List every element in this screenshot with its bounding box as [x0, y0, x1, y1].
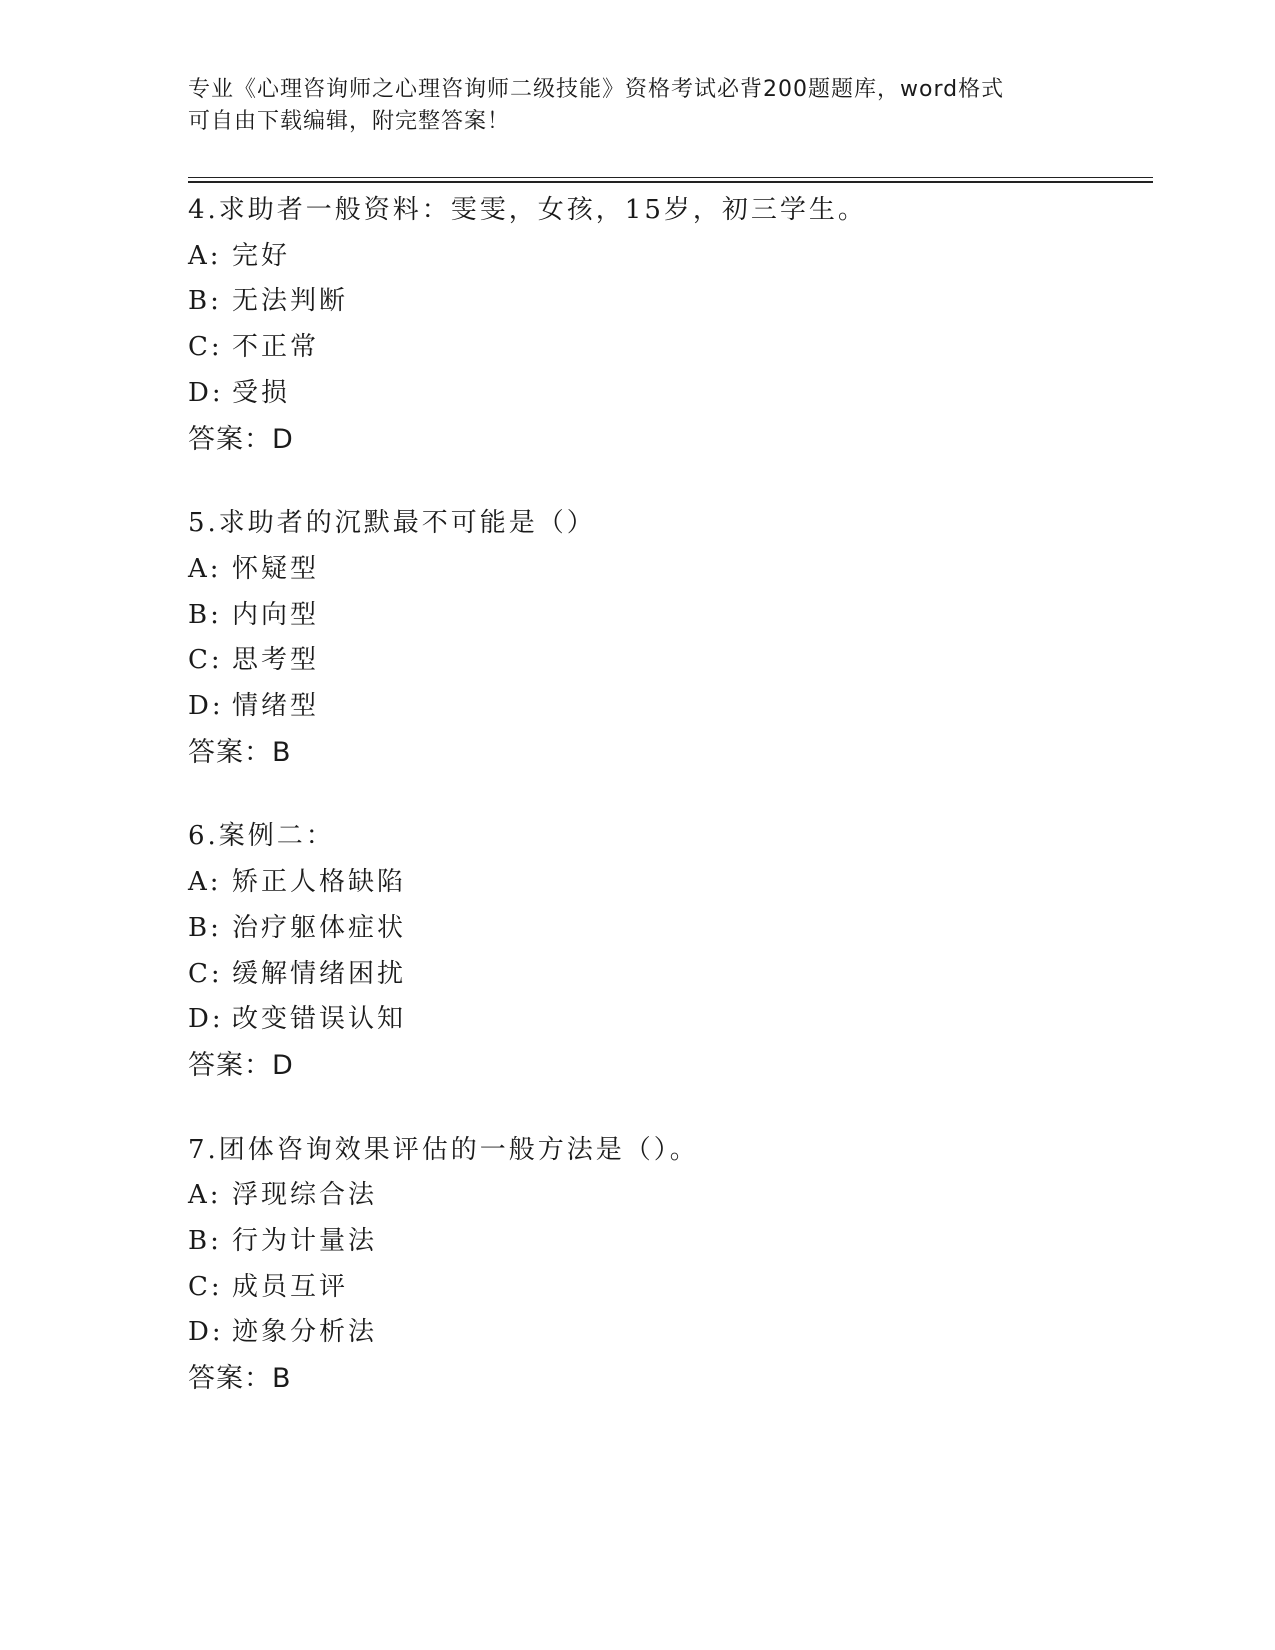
option-text: 行为计量法: [232, 1226, 378, 1257]
option-text: 成员互评: [232, 1271, 349, 1302]
question-list: [188, 188, 1148, 1441]
option-b: [188, 593, 1148, 639]
option-text: 改变错误认知: [232, 1004, 407, 1035]
header-line-2: 可自由下载编辑，附完整答案！: [188, 109, 511, 134]
option-letter: C:: [188, 1271, 223, 1302]
header-line-1: 专业《心理咨询师之心理咨询师二级技能》资格考试必背200题题库，word格式: [188, 77, 1005, 102]
option-text: 无法判断: [232, 286, 349, 317]
option-c: [188, 638, 1148, 684]
answer-line: 答案：B: [188, 736, 292, 768]
answer-line: 答案：D: [188, 1049, 294, 1081]
option-letter: C:: [188, 958, 223, 989]
option-b: [188, 279, 1148, 325]
option-text: 受损: [232, 377, 291, 408]
option-letter: D:: [188, 1317, 224, 1348]
document-header: [188, 74, 1088, 138]
question-block: [188, 1128, 1148, 1402]
question-block: [188, 501, 1148, 775]
option-text: 治疗躯体症状: [232, 912, 407, 943]
option-text: 不正常: [232, 332, 320, 363]
option-b: [188, 1219, 1148, 1265]
option-letter: B:: [188, 599, 222, 630]
option-letter: C:: [188, 645, 223, 676]
option-d: [188, 684, 1148, 730]
question-block: [188, 814, 1148, 1088]
option-letter: A:: [188, 240, 222, 271]
option-d: [188, 997, 1148, 1043]
answer-line: 答案：B: [188, 1363, 292, 1395]
option-text: 浮现综合法: [232, 1180, 378, 1211]
option-d: [188, 371, 1148, 417]
question-stem: 7.团体咨询效果评估的一般方法是（）。: [188, 1134, 699, 1165]
option-letter: D:: [188, 691, 224, 722]
option-text: 怀疑型: [232, 553, 320, 584]
question-stem: 5.求助者的沉默最不可能是（）: [188, 508, 596, 539]
option-text: 矫正人格缺陷: [232, 867, 407, 898]
option-letter: A:: [188, 1180, 222, 1211]
option-b: [188, 906, 1148, 952]
option-a: [188, 547, 1148, 593]
option-letter: B:: [188, 912, 222, 943]
option-text: 思考型: [232, 645, 320, 676]
option-letter: A:: [188, 553, 222, 584]
option-letter: C:: [188, 332, 223, 363]
option-letter: B:: [188, 286, 222, 317]
question-stem: 6.案例二：: [188, 821, 335, 852]
option-a: [188, 860, 1148, 906]
option-c: [188, 325, 1148, 371]
option-text: 情绪型: [232, 691, 320, 722]
option-letter: B:: [188, 1226, 222, 1257]
header-divider-top: [188, 177, 1153, 178]
option-text: 缓解情绪困扰: [232, 958, 407, 989]
option-a: [188, 234, 1148, 280]
option-a: [188, 1173, 1148, 1219]
option-text: 完好: [232, 240, 291, 271]
question-block: [188, 188, 1148, 462]
option-text: 迹象分析法: [232, 1317, 378, 1348]
question-stem: 4.求助者一般资料：雯雯，女孩，15岁，初三学生。: [188, 195, 867, 225]
option-d: [188, 1310, 1148, 1356]
option-letter: D:: [188, 1004, 224, 1035]
header-divider-bottom: [188, 181, 1153, 183]
option-letter: D:: [188, 377, 224, 408]
option-c: [188, 952, 1148, 998]
option-c: [188, 1265, 1148, 1311]
answer-line: 答案：D: [188, 423, 294, 455]
option-letter: A:: [188, 867, 222, 898]
option-text: 内向型: [232, 599, 320, 630]
